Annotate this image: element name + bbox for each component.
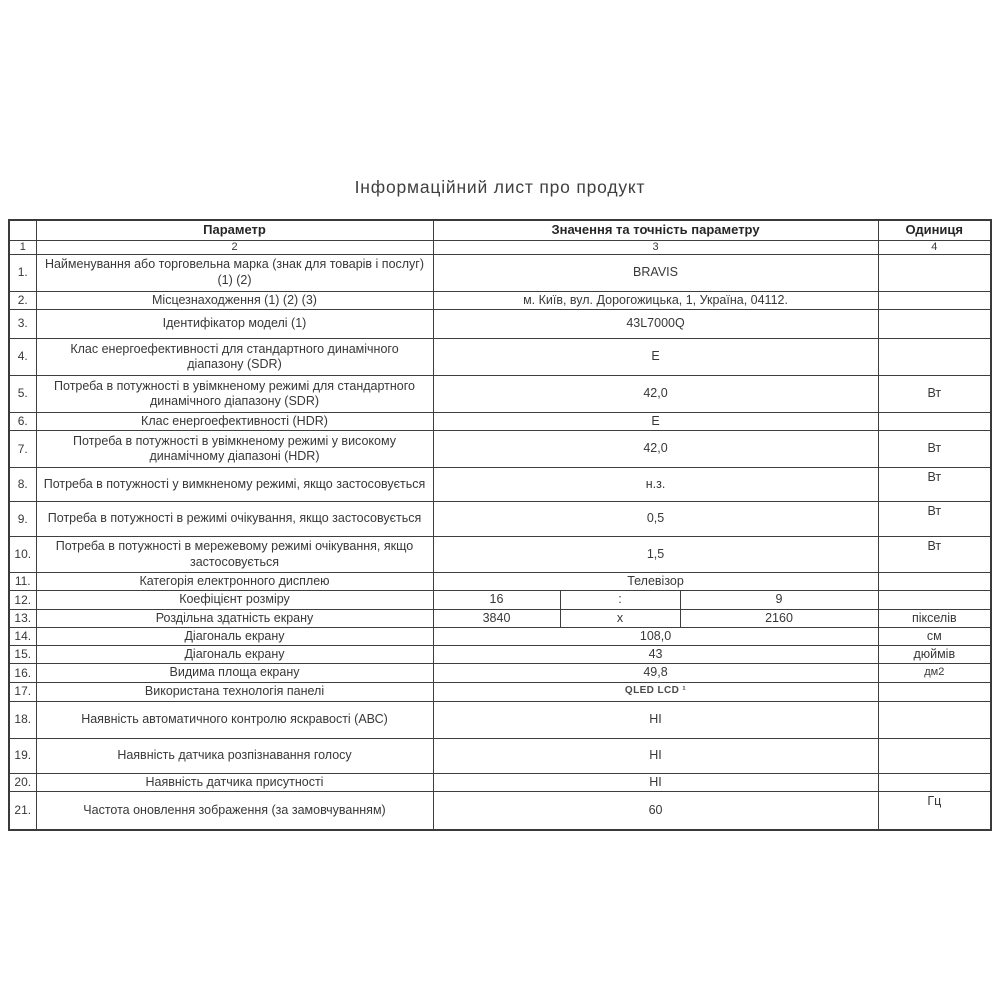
parameter-name: Роздільна здатність екрану — [36, 609, 433, 627]
unit-cell — [878, 701, 991, 738]
table-row — [9, 412, 991, 430]
parameter-value: 108,0 — [433, 627, 878, 645]
row-number: 18. — [9, 701, 36, 738]
parameter-value: НІ — [433, 773, 878, 791]
unit-cell — [878, 291, 991, 309]
unit-cell: см — [878, 627, 991, 645]
row-number: 12. — [9, 591, 36, 609]
spec-table-body — [9, 220, 991, 830]
row-number: 19. — [9, 738, 36, 773]
parameter-name: Місцезнаходження (1) (2) (3) — [36, 291, 433, 309]
column-number: 1 — [9, 240, 36, 254]
table-row — [9, 773, 991, 791]
row-number: 9. — [9, 502, 36, 537]
table-row — [9, 254, 991, 291]
unit-cell — [878, 591, 991, 609]
column-number: 4 — [878, 240, 991, 254]
table-row — [9, 682, 991, 701]
parameter-value-part: 9 — [680, 591, 878, 609]
unit-cell: дюймів — [878, 646, 991, 664]
table-row — [9, 701, 991, 738]
table-row — [9, 291, 991, 309]
unit-cell: Вт — [878, 431, 991, 468]
row-number: 13. — [9, 609, 36, 627]
parameter-name: Потреба в потужності у вимкненому режимі, якщо застосовується — [36, 468, 433, 502]
table-row — [9, 537, 991, 573]
row-number: 3. — [9, 309, 36, 338]
table-row — [9, 468, 991, 502]
table-row — [9, 573, 991, 591]
unit-cell: Вт — [878, 468, 991, 502]
parameter-value: 0,5 — [433, 502, 878, 537]
unit-cell — [878, 682, 991, 701]
parameter-name: Діагональ екрану — [36, 627, 433, 645]
row-number: 8. — [9, 468, 36, 502]
table-row — [9, 338, 991, 375]
parameter-value: м. Київ, вул. Дорогожицька, 1, Україна, 04112. — [433, 291, 878, 309]
unit-cell — [878, 738, 991, 773]
parameter-value: 42,0 — [433, 431, 878, 468]
unit-cell — [878, 412, 991, 430]
table-row — [9, 375, 991, 412]
page-title: Інформаційний лист про продукт — [354, 177, 646, 197]
table-row — [9, 309, 991, 338]
row-number: 6. — [9, 412, 36, 430]
product-info-table — [8, 219, 992, 831]
parameter-name: Наявність датчика розпізнавання голосу — [36, 738, 433, 773]
parameter-value: QLED LCD ¹ — [433, 682, 878, 701]
row-number: 17. — [9, 682, 36, 701]
parameter-value: 49,8 — [433, 664, 878, 682]
row-number: 2. — [9, 291, 36, 309]
unit-cell: Вт — [878, 375, 991, 412]
unit-cell — [878, 773, 991, 791]
parameter-name: Категорія електронного дисплею — [36, 573, 433, 591]
parameter-value: 43L7000Q — [433, 309, 878, 338]
table-row — [9, 609, 991, 627]
row-number: 20. — [9, 773, 36, 791]
parameter-value: НІ — [433, 738, 878, 773]
parameter-value: 42,0 — [433, 375, 878, 412]
table-row — [9, 791, 991, 830]
parameter-name: Найменування або торговельна марка (знак для товарів і послуг)(1) (2) — [36, 254, 433, 291]
column-number: 3 — [433, 240, 878, 254]
header-corner-cell — [9, 220, 36, 240]
row-number: 11. — [9, 573, 36, 591]
table-row — [9, 591, 991, 609]
table-row — [9, 627, 991, 645]
table-row — [9, 664, 991, 682]
table-row — [9, 646, 991, 664]
unit-cell — [878, 254, 991, 291]
parameter-name: Потреба в потужності в мережевому режимі очікування, якщо застосовується — [36, 537, 433, 573]
header-parameter: Параметр — [36, 220, 433, 240]
row-number: 1. — [9, 254, 36, 291]
unit-cell: пікселів — [878, 609, 991, 627]
parameter-value-part: 2160 — [680, 609, 878, 627]
parameter-value: НІ — [433, 701, 878, 738]
parameter-value: 1,5 — [433, 537, 878, 573]
column-number: 2 — [36, 240, 433, 254]
parameter-name: Використана технологія панелі — [36, 682, 433, 701]
parameter-name: Наявність датчика присутності — [36, 773, 433, 791]
parameter-name: Частота оновлення зображення (за замовчуванням) — [36, 791, 433, 830]
parameter-value: E — [433, 412, 878, 430]
row-number: 15. — [9, 646, 36, 664]
unit-cell: Вт — [878, 537, 991, 573]
table-row — [9, 431, 991, 468]
row-number: 4. — [9, 338, 36, 375]
parameter-name: Потреба в потужності в режимі очікування, якщо застосовується — [36, 502, 433, 537]
unit-cell: Гц — [878, 791, 991, 830]
parameter-name: Потреба в потужності в увімкненому режимі для стандартного динамічного діапазону (SDR) — [36, 375, 433, 412]
unit-cell: дм2 — [878, 664, 991, 682]
parameter-name: Діагональ екрану — [36, 646, 433, 664]
header-value: Значення та точність параметру — [433, 220, 878, 240]
parameter-value: 60 — [433, 791, 878, 830]
column-numbering-row — [9, 240, 991, 254]
parameter-value: Телевізор — [433, 573, 878, 591]
unit-cell — [878, 309, 991, 338]
parameter-name: Коефіцієнт розміру — [36, 591, 433, 609]
parameter-value-part: х — [560, 609, 680, 627]
parameter-value-part: : — [560, 591, 680, 609]
parameter-value: E — [433, 338, 878, 375]
parameter-name: Видима площа екрану — [36, 664, 433, 682]
unit-cell — [878, 338, 991, 375]
parameter-name: Наявність автоматичного контролю яскравості (АВС) — [36, 701, 433, 738]
parameter-value-part: 16 — [433, 591, 560, 609]
parameter-name: Клас енергоефективності для стандартного динамічного діапазону (SDR) — [36, 338, 433, 375]
parameter-value: н.з. — [433, 468, 878, 502]
parameter-value: BRAVIS — [433, 254, 878, 291]
parameter-value-part: 3840 — [433, 609, 560, 627]
parameter-value: 43 — [433, 646, 878, 664]
row-number: 10. — [9, 537, 36, 573]
parameter-name: Ідентифікатор моделі (1) — [36, 309, 433, 338]
table-header-row — [9, 220, 991, 240]
parameter-name: Потреба в потужності в увімкненому режимі у високому динамічному діапазоні (HDR) — [36, 431, 433, 468]
table-row — [9, 502, 991, 537]
header-unit: Одиниця — [878, 220, 991, 240]
row-number: 16. — [9, 664, 36, 682]
unit-cell — [878, 573, 991, 591]
row-number: 21. — [9, 791, 36, 830]
row-number: 5. — [9, 375, 36, 412]
parameter-name: Клас енергоефективності (HDR) — [36, 412, 433, 430]
row-number: 14. — [9, 627, 36, 645]
row-number: 7. — [9, 431, 36, 468]
unit-cell: Вт — [878, 502, 991, 537]
table-row — [9, 738, 991, 773]
